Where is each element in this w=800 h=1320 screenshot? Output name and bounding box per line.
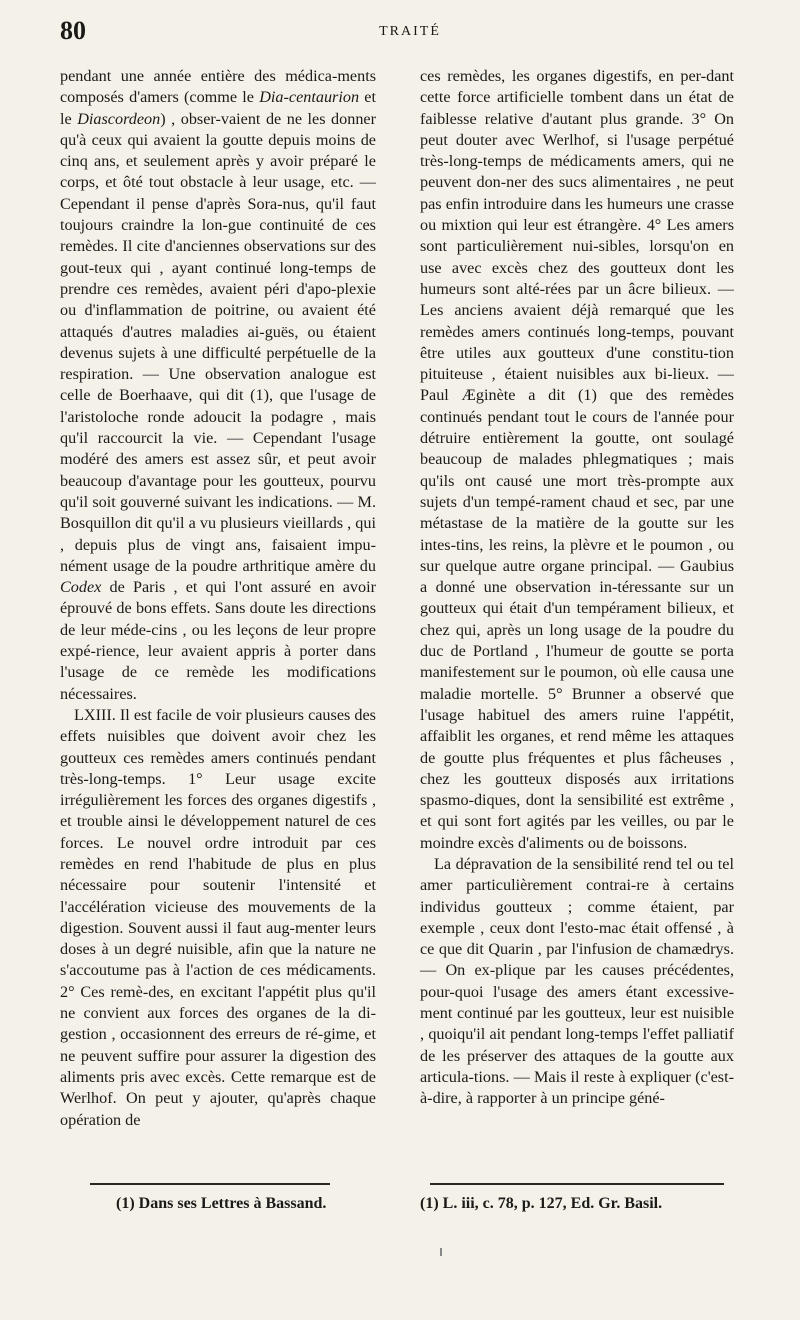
page-number: 80 (60, 16, 86, 45)
footnote-left: (1) Dans ses Lettres à Bassand. (116, 1195, 327, 1212)
right-paragraph-1: ces remèdes, les organes digestifs, en per-dant cette force artificielle tombent dans un état de faiblesse relative d'autant plus grande. 3° On peut douter avec Werlhof, si l'usage perpétué très-long-temps de médicaments amers, qui ne peuvent don-ner des sucs alimentaires , ne peut pas enfin introduire dans les humeurs une crasse ou mixtion qui leur est étrangère. 4° Les amers sont particulièrement nui-sibles, lorsqu'on en use avec excès chez des goutteux dont les humeurs sont alté-rées par un âcre bilieux. — Les anciens avaient déjà remarqué que les remèdes amers continués long-temps, pouvant être utiles aux goutteux d'une constitu-tion pituiteuse , étaient nuisibles aux bi-lieux. — Paul Æginète a dit (1) que des remèdes continués pendant tout le cours de l'année pour détruire entièrement la goutte, ont soulagé beaucoup de malades phlegmatiques ; mais qu'ils ont causé une mort très-prompte aux sujets d'un tempé-rament chaud et sec, par une métastase de la matière de la goutte sur les intes-tins, les reins, la plèvre et le poumon , ou sur quelque autre organe principal. — Gaubius a donné une observation in-téressante sur un goutteux qui était d'un tempérament bilieux, et chez qui, après un long usage de la poudre du duc de Portland , l'humeur de goutte se porta manifestement sur le poumon, où elle causa une maladie mortelle. 5° Brunner a observé que l'usage habituel des amers ruine l'appétit, affaiblit les organes, et rend même les attaques de goutte plus fréquentes et plus fâcheuses , chez les goutteux disposés aux irritations spasmo-diques, dont la sensibilité est extrême , et qui sont fort agités par les veilles, ou par le moindre excès d'aliments ou de boissons. (420, 67, 734, 852)
text-run: pendant une année entière des médica-ments composés d'amers (comme le (60, 67, 376, 107)
italic-title-codex: Codex (60, 578, 102, 597)
running-title: TRAITÉ (379, 24, 441, 39)
text-run: de Paris , et qui l'ont assuré en avoir éprouvé de bons effets. Sans doute les directions de leur méde-cins , ou les leçons de leur propre expé-rience, leur avaient appris à porter dans l'usage de ce remède les modifications nécessaires. (60, 578, 376, 703)
footnote-rule-right (430, 1183, 724, 1185)
left-column (60, 66, 376, 1131)
footnote-rule-left (90, 1183, 330, 1185)
footnote-right: (1) L. iii, c. 78, p. 127, Ed. Gr. Basil. (420, 1195, 663, 1212)
right-paragraph-2: La dépravation de la sensibilité rend tel ou tel amer particulièrement contrai-re à certains individus goutteux ; comme étaient, par exemple , ceux dont l'esto-mac était offensé , à ce que dit Quarin , par l'infusion de chamædrys. — On ex-plique par les causes précédentes, pour-quoi l'usage des amers étant excessive-ment continué par les goutteux, leur est nuisible , quoiqu'il ait pendant long-temps l'effet palliatif de les préserver des attaques de la goutte aux articula-tions. — Mais il reste à expliquer (c'est-à-dire, à rapporter à un principe géné- (420, 854, 734, 1108)
print-mark (440, 1248, 442, 1256)
text-run: et le (60, 88, 376, 128)
right-column (420, 66, 734, 1110)
italic-title-diascordeon: Diascordeon (77, 109, 161, 128)
left-paragraph-2: LXIII. Il est facile de voir plusieurs causes des effets nuisibles que doivent avoir chez les goutteux ces remèdes amers continués pendant très-long-temps. 1° Leur usage excite irrégulièrement les forces des organes digestifs , et trouble ainsi le développement naturel de ces forces. Le nouvel ordre introduit par ces remèdes en rend l'habitude de plus en plus nécessaire pour soutenir l'intensité et l'accélération vicieuse des mouvements de la digestion. Souvent aussi il faut aug-menter leurs doses à un degré nuisible, afin que la nature ne s'accoutume pas à l'action de ces médicaments. 2° Ces remè-des, en excitant l'appétit plus qu'il ne convient aux forces des organes de la di-gestion , occasionnent des erreurs de ré-gime, et ne peuvent suffire pour assurer la digestion des aliments pris avec excès. Cette remarque est de Werlhof. On peut y ajouter, qu'après chaque opération de (60, 705, 376, 1129)
left-paragraph-1 (60, 66, 376, 705)
text-run: ) , obser-vaient de ne les donner qu'à ceux qui avaient la goutte depuis moins de cinq ans, et seulement après y avoir préparé le corps, et ôté tout obstacle à leur usage, etc. — Cependant il pense d'après Sora-nus, qu'il faut toujours craindre la lon-gue continuité de ces remèdes. Il cite d'anciennes observations sur des gout-teux qui , ayant continué long-temps de prendre ces remèdes, avaient péri d'apo-plexie ou d'inflammation de poitrine, ou avaient été attaqués d'autres maladies ai-guës, ou étaient devenus sujets à une difficulté perpétuelle de la respiration. — Une observation analogue est celle de Boerhaave, qui dit (1), que l'usage de l'aristoloche ronde adoucit la podagre , mais qu'il raccourcit la vie. — Cependant l'usage modéré des amers est assez sûr, et peut avoir beaucoup d'avantage pour les goutteux, pourvu qu'il soit gouverné suivant les indications. — M. Bosquillon dit qu'il a vu plusieurs vieillards , qui , depuis plus de vingt ans, faisaient impu-nément usage de la poudre arthritique amère du (60, 109, 377, 575)
page-header (60, 16, 760, 56)
italic-title-diacentaurion: Dia-centaurion (259, 88, 360, 107)
